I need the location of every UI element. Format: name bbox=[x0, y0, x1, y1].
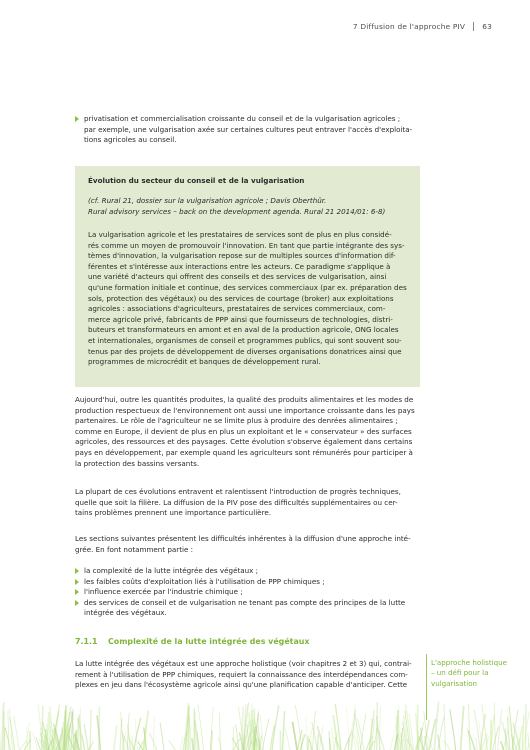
grass-blade bbox=[282, 712, 284, 750]
bullet-line: tions agricoles au conseil. bbox=[84, 135, 177, 145]
text-line: Aujourd'hui, outre les quantités produites, la qualité des produits alimentaires et les modes de bbox=[75, 395, 414, 404]
grass-blade bbox=[211, 731, 212, 750]
grass-decoration-icon bbox=[0, 690, 530, 750]
chapter-title: 7 Diffusion de l'approche PIV bbox=[352, 22, 466, 31]
list-item bbox=[75, 587, 420, 598]
grass-blade bbox=[396, 716, 397, 750]
header-separator bbox=[473, 22, 474, 31]
list-item-text: l'influence exercée par l'industrie chimique ; bbox=[84, 587, 243, 597]
text-line: quelle que soit la filière. La diffusion de la PIV pose des difficultés supplémentaires ou cer- bbox=[75, 497, 398, 507]
grass-blade bbox=[438, 717, 444, 750]
intro-bullet bbox=[75, 114, 420, 146]
grass-blade bbox=[399, 705, 400, 750]
box-line: une variété d'acteurs qui offrent des conseils et des services de vulgarisation, ainsi bbox=[88, 272, 387, 282]
grass-blade bbox=[329, 732, 330, 750]
grass-blade bbox=[150, 734, 157, 750]
grass-blade bbox=[434, 703, 438, 750]
box-line: férentes et s'intéresse aux interactions entre les acteurs. Ce paradigme s'applique à bbox=[88, 261, 391, 271]
grass-blade bbox=[65, 711, 66, 750]
text-line: plexes en jeu dans l'écosystème agricole ainsi qu'une planification capable d'anticiper. Cette bbox=[75, 680, 408, 690]
list-item bbox=[75, 598, 420, 619]
grass-blade bbox=[114, 726, 117, 750]
grass-blade bbox=[331, 727, 334, 750]
box-line: et internationales, organismes de conseil et programmes publics, qui sont souvent sou- bbox=[88, 335, 402, 345]
text-line: partenaires. Le rôle de l'agriculteur ne se limite plus à produire des denrées alimentaires ; bbox=[75, 416, 398, 426]
paragraph-3 bbox=[75, 534, 420, 555]
bullet-triangle-icon bbox=[75, 579, 79, 585]
box-text bbox=[88, 230, 407, 368]
box-line: qu'une formation initiale et continue, des services commerciaux (par ex. préparation des bbox=[88, 282, 407, 292]
grass-blade bbox=[192, 739, 193, 750]
grass-blade bbox=[160, 723, 164, 750]
difficulty-list bbox=[75, 566, 420, 619]
margin-note-line: vulgarisation bbox=[431, 678, 478, 688]
box-line: sols, protection des végétaux) ou des services de courtage (broker) aux exploitations bbox=[88, 293, 394, 303]
grass-blade bbox=[218, 737, 221, 750]
margin-note bbox=[431, 658, 521, 689]
text-line: production respectueux de l'environnement ont aussi une importance croissante dans les pays bbox=[75, 405, 415, 415]
grass-blade bbox=[169, 741, 175, 750]
intro-bullet-list bbox=[75, 114, 420, 146]
text-line: La lutte intégrée des végétaux est une approche holistique (voir chapitres 2 et 3) qui, contrai- bbox=[75, 659, 412, 668]
text-line: pays en développement, par exemple quand les agriculteurs sont rémunérés pour participer à bbox=[75, 447, 413, 457]
grass-blade bbox=[195, 713, 196, 750]
text-line: Les sections suivantes présentent les difficultés inhérentes à la diffusion d'une approche inté- bbox=[75, 534, 411, 543]
grass-blade bbox=[318, 734, 319, 750]
list-item-text: la complexité de la lutte intégrée des végétaux ; bbox=[84, 566, 259, 575]
bullet-line: privatisation et commercialisation croissante du conseil et de la vulgarisation agricoles ; bbox=[84, 114, 401, 123]
section-title: Complexité de la lutte intégrée des végétaux bbox=[108, 637, 310, 646]
list-item bbox=[75, 577, 420, 588]
list-item-text: des services de conseil et de vulgarisation ne tenant pas compte des principes de la lutte bbox=[84, 597, 406, 607]
box-line: tèmes d'innovation, la vulgarisation repose sur de multiples sources d'information dif- bbox=[88, 251, 396, 261]
grass-blade bbox=[272, 706, 279, 750]
box-line: buteurs et transformateurs en amont et en aval de la production agricole, ONG locales bbox=[88, 325, 399, 335]
grass-blade bbox=[474, 710, 480, 750]
text-line: comme en Europe, il devient de plus en plus un exploitant et le « conservateur » des surfaces bbox=[75, 426, 412, 436]
grass-blade bbox=[306, 716, 307, 750]
text-line: agricoles, des ressources et des paysages. Cette évolution s'observe également dans certains bbox=[75, 437, 413, 447]
bullet-triangle-icon bbox=[75, 116, 79, 122]
bullet-triangle-icon bbox=[75, 600, 79, 606]
grass-blade bbox=[120, 719, 122, 750]
section-number: 7.1.1 bbox=[75, 637, 98, 646]
text-line: la protection des bassins versants. bbox=[75, 458, 200, 468]
list-item-text: les faibles coûts d'exploitation liés à l'utilisation de PPP chimiques ; bbox=[84, 576, 325, 586]
grass-blade bbox=[476, 738, 477, 750]
grass-blade bbox=[33, 733, 38, 750]
source-line: Rural advisory services – back on the development agenda. Rural 21 2014/01: 6-8) bbox=[88, 206, 386, 216]
grass-blade bbox=[89, 742, 94, 750]
margin-note-line: – un défi pour la bbox=[431, 668, 489, 678]
box-line: La vulgarisation agricole et les prestataires de services sont de plus en plus considé- bbox=[88, 230, 392, 239]
grass-blade bbox=[233, 727, 234, 750]
grass-blade bbox=[293, 723, 298, 750]
grass-blade bbox=[450, 710, 456, 750]
running-header bbox=[353, 22, 492, 31]
box-line: rés comme un moyen de promouvoir l'innovation. En tant que partie intégrante des sys- bbox=[88, 240, 405, 250]
box-line: agricoles : associations d'agriculteurs, prestataires de services commerciaux, com- bbox=[88, 304, 386, 314]
grass-blade bbox=[285, 729, 290, 750]
bullet-triangle-icon bbox=[75, 589, 79, 595]
grass-blade bbox=[444, 741, 451, 750]
paragraph-4 bbox=[75, 659, 420, 691]
page-number: 63 bbox=[482, 22, 492, 31]
box-line: tenus par des projets de développement de diverses organisations donatrices ainsi que bbox=[88, 346, 402, 356]
grass-blade bbox=[5, 728, 10, 750]
text-line: rement à l'utilisation de PPP chimiques, requiert la connaissance des interdépendances com- bbox=[75, 669, 408, 679]
grass-blade bbox=[14, 716, 19, 750]
grass-blade bbox=[180, 738, 183, 750]
grass-blade bbox=[90, 710, 91, 750]
margin-note-line: L'approche holistique bbox=[431, 658, 507, 667]
section-heading bbox=[75, 637, 309, 646]
box-source bbox=[88, 196, 385, 218]
box-line: programmes de microcrédit et banques de développement rural. bbox=[88, 357, 321, 367]
text-line: La plupart de ces évolutions entravent et ralentissent l'introduction de progrès techniques, bbox=[75, 487, 401, 496]
text-line: grée. En font notamment partie : bbox=[75, 544, 194, 554]
list-item bbox=[75, 566, 420, 577]
grass-blade bbox=[501, 742, 504, 750]
info-box bbox=[75, 166, 420, 387]
source-line: (cf. Rural 21, dossier sur la vulgarisation agricole ; Davis Oberthür. bbox=[88, 196, 327, 205]
grass-blade bbox=[377, 703, 378, 750]
bullet-line: par exemple, une vulgarisation axée sur certaines cultures peut entraver l'accès d'exploita- bbox=[84, 124, 413, 134]
list-item-text: intégrée des végétaux. bbox=[84, 608, 167, 618]
paragraph-2 bbox=[75, 487, 420, 519]
grass-blade bbox=[461, 707, 464, 750]
bullet-triangle-icon bbox=[75, 568, 79, 574]
box-title: Évolution du secteur du conseil et de la vulgarisation bbox=[88, 176, 305, 185]
paragraph-1 bbox=[75, 395, 420, 469]
box-line: merce agricole privé, fabricants de PPP ainsi que fournisseurs de technologies, distri- bbox=[88, 314, 393, 324]
text-line: tains problèmes prennent une importance particulière. bbox=[75, 508, 272, 518]
